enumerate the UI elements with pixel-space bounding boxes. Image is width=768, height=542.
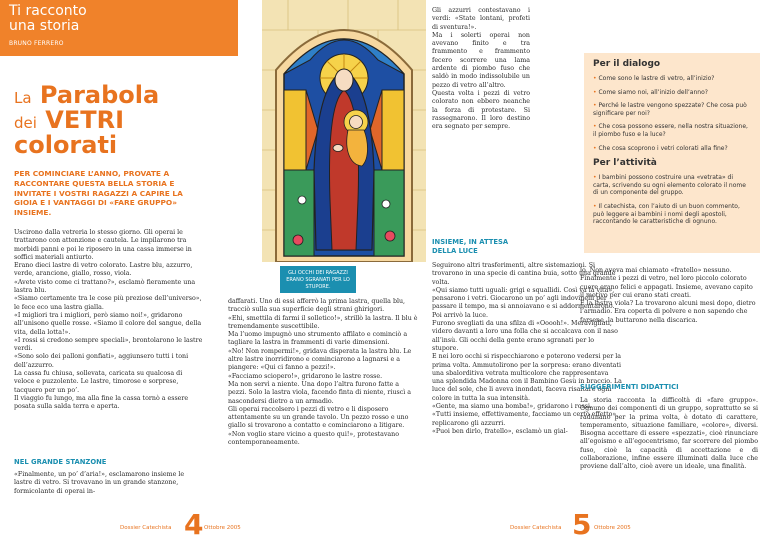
activity-item: • I bambini possono costruire una «vetrata» di carta, scrivendo su ogni elemento colorato il nome di un componente del gruppo. — [593, 174, 746, 197]
author: BRUNO FERRERO — [9, 40, 64, 47]
body-column-4b: La storia racconta la difficoltà di «fare gruppo». Ognuno dei componenti di un gruppo, soprattutto se si radunano per la prima volta, è dotato di carattere, temperamento, situazione familiare, «colore», diversi. Bisogna accettare di essere «spezzati», cioè rinunciare all’egoismo e all’egocentrismo, far scorrere del piombo fuso, cioè la capacità di accettazione e di collaborazione, infine essere illuminati dalla luce che proviene dall’alto, cioè avere un ideale, una finalità. — [580, 397, 758, 471]
heading-insieme: INSIEME, IN ATTESA DELLA LUCE — [432, 238, 509, 255]
footer-left-label: Dossier Catechista — [120, 525, 172, 531]
activity-item: • Il catechista, con l’aiuto di un buon commento, può leggere ai bambini i nomi degli apostoli, raccontando le caratteristiche di ognuno. — [593, 202, 740, 226]
article-title — [14, 81, 204, 159]
dialog-item: • Come siamo noi, all’inizio dell’anno? — [593, 88, 708, 96]
title-la: La — [14, 89, 32, 107]
footer-left-date: Ottobre 2005 — [204, 525, 241, 531]
dialog-heading: Per il dialogo — [593, 59, 661, 69]
dialog-item: • Che cosa scoprono i vetri colorati alla fine? — [593, 144, 728, 152]
series-subtitle: una storia — [9, 18, 80, 34]
dialog-item: • Che cosa possono essere, nella nostra situazione, il piombo fuso e la luce? — [593, 123, 748, 138]
title-vetri: VETRI — [45, 106, 125, 134]
stained-glass-illustration — [258, 0, 430, 262]
footer-right-label: Dossier Catechista — [510, 525, 562, 531]
body-column-4: lo. Non aveva mai chiamato «fratello» nessuno. Finalmente i pezzi di vetro, nel loro piccolo colorato cuore erano felici e appagati. Insieme, avevano capito il motivo per cui erano stati creati. E la lastra viola? La trovarono alcuni mesi dopo, dietro l’armadio. Era coperta di polvere e non sapendo che farsene, la buttarono nella discarica. — [580, 267, 756, 324]
title-colorati: colorati — [14, 131, 118, 159]
title-parabola: Parabola — [39, 81, 160, 109]
body-column-1: Uscirono dalla vetreria lo stesso giorno. Gli operai le trattarono con attenzione e cautela. Le impilarono tra morbidi panni e poi le riposero in una cassa immerse in soffici materiali antiurto. Erano dieci lastre di vetro colorato. Lastre blu, azzurro, verde, arancione, giallo, rosso, viola. «Avete visto come ci trattano?», esclamò fieramente una lastra blu. «Siamo certamente tra le cose più preziose dell’universo», le fece eco una lastra gialla. «I migliori tra i migliori, però siamo noi!», gridarono all’unisono quelle rosse. «Siamo il colore del sangue, della vita, della lotta!». «I rossi si credono sempre speciali», brontolarono le lastre verdi. «Sono solo dei palloni gonfiati», aggiunsero tutti i toni dell’azzurro. La cassa fu chiusa, sollevata, caricata su qualcosa di veloce e puzzolente. Le lastre, timorose e sorprese, tacquero per un po’. Il viaggio fu lungo, ma alla fine la cassa tornò a essere posata sulla salda terra e aperta. — [14, 229, 203, 411]
footer-right-date: Ottobre 2005 — [594, 525, 631, 531]
dialog-item: • Perché le lastre vengono spezzate? Che cosa può significare per noi? — [593, 102, 747, 117]
title-dei: dei — [14, 114, 37, 132]
activity-heading: Per l’attività — [593, 158, 657, 169]
page-number-left: 4 — [184, 508, 204, 541]
page-number-right: 5 — [572, 508, 592, 541]
body-column-3a: Gli azzurri contestavano i verdi: «State lontani, profeti di sventura!». Ma i solerti operai non avevano finito e tra frammento e frammento fecero scorrere una lama ardente di piombo fuso che saldò in modo indissolubile un pezzo di vetro all’altro. Questa volta i pezzi di vetro colorato non ebbero neanche la forza di protestare. Si rassegnarono. Il loro destino era segnato per sempre. — [432, 7, 530, 131]
heading-suggerimenti: SUGGERIMENTI DIDATTICI — [580, 383, 679, 391]
intro-text: PER COMINCIARE L’ANNO, PROVATE A RACCONTARE QUESTA BELLA STORIA E INVITATE I VOSTRI RAGAZZI A CAPIRE LA GIOIA E I VANTAGGI DI «FARE GRUPPO» INSIEME. — [14, 169, 183, 218]
series-title: Ti racconto — [9, 3, 87, 19]
body-column-2: daffarati. Uno di essi afferrò la prima lastra, quella blu, tracciò sulla sua superficie degli strani ghirigori. «Ehi, smettila di farmi il solletico!», strillò la lastra. Il blu è tremendamente suscettibile. Ma l’uomo impugnò uno strumento affilato e cominciò a tagliare la lastra in frammenti di varie dimensioni. «No! Non rompermi!», gridava disperata la lastra blu. Le altre lastre inorridirono e cominciarono a lagnarsi e a piangere: «Qui ci fanno a pezzi!». «Facciamo sciopero!», gridarono le lastre rosse. Ma non servì a niente. Una dopo l’altra furono fatte a pezzi. Solo la lastra viola, facendo finta di niente, riuscì a nascondersi dietro a un armadio. Gli operai raccolsero i pezzi di vetro e li disposero attentamente su un grande tavolo. Un pezzo rosso e uno giallo si trovarono a contatto e cominciarono a litigare. «Non voglio stare vicino a questo qui!», protestavano contemporaneamente. — [228, 298, 418, 447]
body-column-3b: Seguirono altri trasferimenti, altre sistemazioni. Si trovarono in una specie di cantina buia, sotto una grande volta. «Qui siamo tutti uguali: grigi e squallidi. Così va la vita», pensarono i vetri. Giocarono un po’ agli indovinelli per passare il tempo, ma si annoiavano e si addormentarono. Poi arrivò la luce. Furono svegliati da una sfilza di «Ooooh!». Meravigliati, videro davanti a loro una folla che si accalcava con il naso all’insù. Gli occhi della gente erano sgranati per lo stupore. E nei loro occhi si rispecchiarono e poterono vedersi per la prima volta. Ammutolirono per la sorpresa: erano diventati una sbalorditiva vetrata multicolore che rappresentava una splendida Madonna con il Bambino Gesù in braccio. La luce del sole, che li aveva inondati, faceva risaltare ogni colore in tutta la sua intensità. «Gente, ma siamo una bomba!», gridarono i rossi. «Tutti insieme, effettivamente, facciamo un certo effetto», replicarono gli azzurri. «Puoi ben dirlo, fratello», esclamò un gial- — [432, 262, 622, 435]
dialog-item: • Come sono le lastre di vetro, all’inizio? — [593, 75, 715, 82]
sidebar-box — [584, 53, 760, 253]
heading-nel-grande-stanzone: NEL GRANDE STANZONE — [14, 458, 107, 466]
body-column-1b: «Finalmente, un po’ d’aria!», esclamarono insieme le lastre di vetro. Si trovavano in un grande stanzone, formicolante di operai in- — [14, 471, 185, 495]
image-caption: GLI OCCHI DEI RAGAZZI ERANO SGRANATI PER LO STUPORE. — [280, 266, 356, 293]
